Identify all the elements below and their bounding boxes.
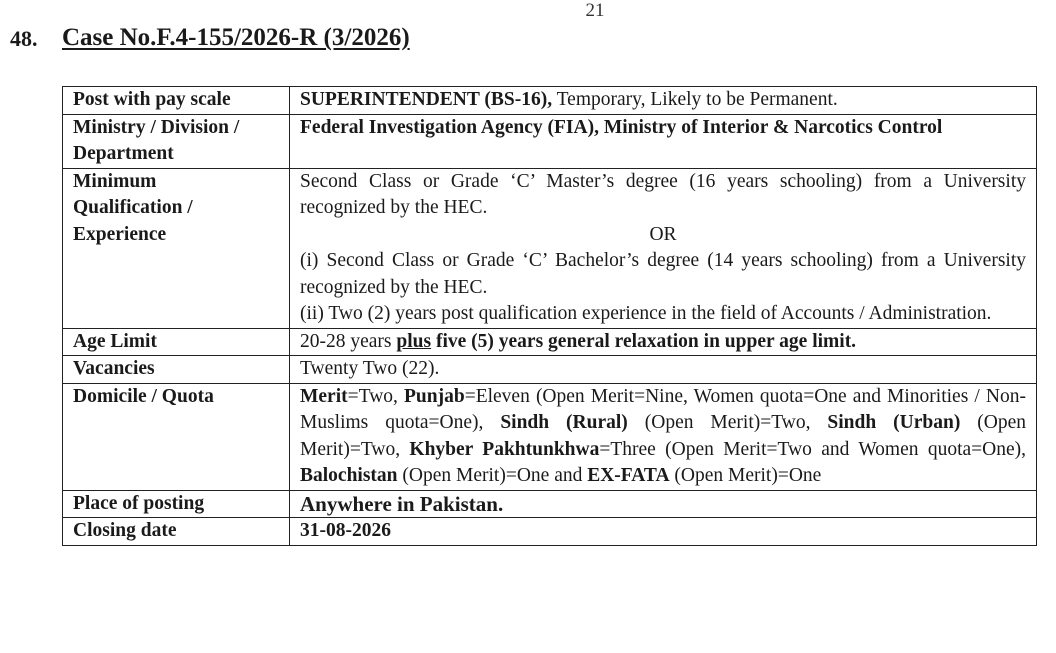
- case-title: Case No.F.4-155/2026-R (3/2026): [62, 24, 410, 51]
- closing-value: 31-08-2026: [290, 518, 1037, 546]
- qualification-label: [63, 168, 290, 328]
- post-value: [290, 87, 1037, 115]
- vacancies-row: [63, 356, 1037, 384]
- ministry-value: Federal Investigation Agency (FIA), Ministry of Interior & Narcotics Control: [290, 114, 1037, 168]
- qualification-row: [63, 168, 1037, 328]
- quota-merit: Merit: [300, 385, 348, 407]
- quota-balochistan-count: (Open Merit)=One and: [397, 465, 588, 486]
- post-status: Temporary, Likely to be Permanent.: [552, 89, 838, 110]
- quota-sindh-urban-count: (Open Merit)=Two,: [300, 412, 1026, 460]
- qualification-value: [290, 168, 1037, 328]
- ministry-label: [63, 114, 290, 168]
- post-row: [63, 87, 1037, 115]
- qualification-para3: (ii) Two (2) years post qualification experience in the field of Accounts / Administration.: [300, 303, 992, 324]
- closing-label: Closing date: [63, 518, 290, 546]
- ministry-label-line2: Department: [73, 143, 174, 164]
- quota-ex-fata-count: (Open Merit)=One: [669, 465, 822, 486]
- ministry-row: [63, 114, 1037, 168]
- age-value: [290, 328, 1037, 356]
- post-title: SUPERINTENDENT (BS-16),: [300, 89, 553, 110]
- quota-kp: Khyber Pakhtunkhwa: [409, 438, 600, 460]
- qualification-label-line2: Qualification /: [73, 197, 193, 218]
- age-label: Age Limit: [63, 328, 290, 356]
- page-number: 21: [585, 0, 605, 21]
- quota-sindh-rural-count: (Open Merit)=Two,: [627, 412, 828, 433]
- qualification-label-line3: Experience: [73, 223, 167, 245]
- qualification-para1: Second Class or Grade ‘C’ Master’s degree (16 years schooling) from a University recognized by the HEC.: [300, 170, 1026, 218]
- quota-sindh-urban: Sindh (Urban): [827, 412, 961, 433]
- age-range: 20-28 years: [300, 330, 397, 352]
- domicile-row: [63, 383, 1037, 490]
- quota-punjab: Punjab: [404, 385, 465, 407]
- quota-balochistan: Balochistan: [300, 465, 398, 486]
- qualification-or: OR: [649, 223, 677, 245]
- closing-row: [63, 518, 1037, 546]
- quota-punjab-count: =Eleven (Open Merit=Nine, Women quota=One and Minorities / Non-Muslims quota=One),: [300, 385, 1026, 433]
- post-label: Post with pay scale: [63, 87, 290, 115]
- posting-label: Place of posting: [63, 490, 290, 518]
- quota-kp-count: =Three (Open Merit=Two and Women quota=One),: [599, 438, 1027, 460]
- ministry-label-line1: Ministry / Division /: [73, 116, 240, 138]
- vacancies-label: Vacancies: [63, 356, 290, 384]
- age-plus: plus: [396, 330, 432, 352]
- qualification-label-line1: Minimum: [73, 170, 157, 192]
- qualification-para2: (i) Second Class or Grade ‘C’ Bachelor’s degree (14 years schooling) from a University recognized by the HEC.: [300, 250, 1026, 298]
- posting-row: [63, 490, 1037, 518]
- quota-sindh-rural: Sindh (Rural): [500, 412, 628, 433]
- domicile-value: [290, 383, 1037, 490]
- age-relaxation: five (5) years general relaxation in upper age limit.: [431, 330, 857, 352]
- domicile-label: Domicile / Quota: [63, 383, 290, 490]
- case-number: 48.: [10, 26, 38, 51]
- job-details-table: [62, 86, 1037, 546]
- age-row: [63, 328, 1037, 356]
- posting-value: Anywhere in Pakistan.: [290, 490, 1037, 518]
- vacancies-value: Twenty Two (22).: [290, 356, 1037, 384]
- quota-ex-fata: EX-FATA: [587, 465, 670, 486]
- quota-merit-count: =Two,: [347, 385, 404, 407]
